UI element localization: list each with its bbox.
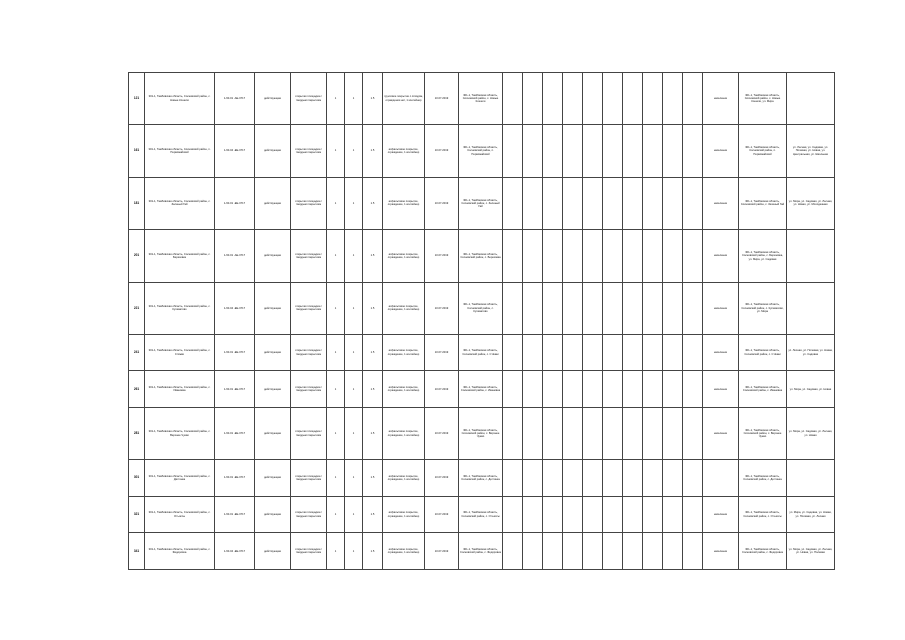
volume-cell: 1.5 xyxy=(363,533,383,570)
empty-cell xyxy=(683,125,703,177)
surface-cell: асфальтовое покрытие, ограждение, 1 контейнер xyxy=(383,533,425,570)
empty-cell xyxy=(583,73,603,125)
type-cell: открытая площадка с твердым покрытием xyxy=(291,125,327,177)
empty-cell xyxy=(523,533,543,570)
empty-cell xyxy=(603,177,623,229)
address-cell: 301-1, Тамбовская область, Сосновский район, с. Новые Кошели xyxy=(145,73,215,125)
empty-cell xyxy=(543,407,563,459)
empty-cell xyxy=(523,125,543,177)
empty-cell xyxy=(683,533,703,570)
empty-cell xyxy=(663,73,683,125)
volume-cell: 1.5 xyxy=(363,334,383,371)
surface-cell: асфальтовое покрытие, ограждение, 1 контейнер xyxy=(383,230,425,282)
empty-cell xyxy=(563,73,583,125)
count-cell: 1 xyxy=(327,460,345,497)
empty-cell xyxy=(603,496,623,533)
date-cell: 10.07.2019 xyxy=(425,73,459,125)
count-cell: 1 xyxy=(327,533,345,570)
empty-cell xyxy=(583,334,603,371)
objects-list-cell: ул. Мира, ул. Садовая, ул. Новая, ул. Полевая, ул. Лесная xyxy=(787,496,835,533)
address-cell: 301-1, Тамбовская область, Сосновский район, с. Кулеватово xyxy=(145,282,215,334)
address-cell: 301-1, Тамбовская область, Сосновский район, с. Ивановка xyxy=(145,371,215,408)
surface-cell: асфальтовое покрытие, ограждение, 1 контейнер xyxy=(383,125,425,177)
empty-cell xyxy=(503,460,523,497)
empty-cell xyxy=(503,282,523,334)
objects-cell: 301-1, Тамбовская область, Сосновский район, с. Кулеватово, ул. Мира xyxy=(739,282,787,334)
empty-cell xyxy=(623,407,643,459)
row-number: 281 xyxy=(129,407,145,459)
empty-cell xyxy=(643,177,663,229)
category-cell: население xyxy=(703,282,739,334)
empty-cell xyxy=(623,460,643,497)
surface-cell: асфальтовое покрытие, ограждение, 1 контейнер xyxy=(383,460,425,497)
empty-cell xyxy=(503,177,523,229)
empty-cell xyxy=(543,125,563,177)
empty-cell xyxy=(523,407,543,459)
row-number: 301 xyxy=(129,460,145,497)
status-cell: действующая xyxy=(255,334,291,371)
empty-cell xyxy=(523,177,543,229)
status-cell: действующая xyxy=(255,407,291,459)
type-cell: открытая площадка с твердым покрытием xyxy=(291,371,327,408)
address-cell: 301-1, Тамбовская область, Сосновский район, с. Дегтянка xyxy=(145,460,215,497)
category-cell: население xyxy=(703,230,739,282)
empty-cell xyxy=(563,177,583,229)
empty-cell xyxy=(623,371,643,408)
status-cell: действующая xyxy=(255,533,291,570)
objects-list-cell: ул. Мира, ул. Садовая, ул. Лесная, ул. Новая xyxy=(787,407,835,459)
type-cell: открытая площадка с твердым покрытием xyxy=(291,496,327,533)
empty-cell xyxy=(643,371,663,408)
objects-list-cell: ул. Лесная, ул. Садовая, ул. Полевая, ул. Новая, ул. Центральная, ул. Школьная xyxy=(787,125,835,177)
empty-cell xyxy=(543,73,563,125)
address-cell: 301-1, Тамбовская область, Сосновский район, с. Стёжки xyxy=(145,334,215,371)
count-cell: 1 xyxy=(345,496,363,533)
count-cell: 1 xyxy=(345,282,363,334)
count-cell: 1 xyxy=(327,334,345,371)
code-cell: 1-60-01 -ЕЕ-0717 xyxy=(215,407,255,459)
status-cell: действующая xyxy=(255,496,291,533)
empty-cell xyxy=(563,407,583,459)
objects-cell: 301-1, Тамбовская область, Сосновский район, с. Новые Кошели, ул. Мира xyxy=(739,73,787,125)
objects-list-cell xyxy=(787,230,835,282)
empty-cell xyxy=(643,230,663,282)
code-cell: 1-60-04 -ЕЕ-0717 xyxy=(215,125,255,177)
empty-cell xyxy=(683,282,703,334)
owner-cell: 301-1, Тамбовская область, Сосновский район, с. Ивановка xyxy=(459,371,503,408)
status-cell: действующая xyxy=(255,371,291,408)
empty-cell xyxy=(643,73,663,125)
objects-cell: 301-1, Тамбовская область, Сосновский район, с. Дегтянка xyxy=(739,460,787,497)
empty-cell xyxy=(623,282,643,334)
empty-cell xyxy=(543,282,563,334)
document-table xyxy=(128,72,835,570)
empty-cell xyxy=(523,371,543,408)
objects-cell: 301-1, Тамбовская область, Сосновский район, с. Зеленый Гай xyxy=(739,177,787,229)
table-row xyxy=(129,496,835,533)
surface-cell: асфальтовое покрытие, ограждение, 1 контейнер xyxy=(383,177,425,229)
volume-cell: 1.5 xyxy=(363,407,383,459)
owner-cell: 301-1, Тамбовская область, Сосновский район, с. Дегтянка xyxy=(459,460,503,497)
empty-cell xyxy=(623,177,643,229)
objects-list-cell: ул. Мира, ул. Садовая, ул. Лесная, ул. Новая, ул. Полевая xyxy=(787,533,835,570)
surface-cell: асфальтовое покрытие, ограждение, 1 контейнер xyxy=(383,334,425,371)
empty-cell xyxy=(503,496,523,533)
owner-cell: 301-1, Тамбовская область, Сосновский район, с. Стёжки xyxy=(459,334,503,371)
objects-list-cell: ул. Лесная, ул. Полевая, ул. Новая, ул. Садовая xyxy=(787,334,835,371)
empty-cell xyxy=(603,371,623,408)
empty-cell xyxy=(623,230,643,282)
empty-cell xyxy=(583,371,603,408)
count-cell: 1 xyxy=(345,460,363,497)
empty-cell xyxy=(563,334,583,371)
owner-cell: 301-1, Тамбовская область, Сосновский район, с. Березовка xyxy=(459,230,503,282)
surface-cell: грунтовое покрытие с отводом, ограждения нет, 1 контейнер xyxy=(383,73,425,125)
row-number: 161 xyxy=(129,125,145,177)
empty-cell xyxy=(643,496,663,533)
empty-cell xyxy=(523,460,543,497)
volume-cell: 1.5 xyxy=(363,125,383,177)
status-cell: действующая xyxy=(255,460,291,497)
category-cell: население xyxy=(703,371,739,408)
empty-cell xyxy=(643,460,663,497)
empty-cell xyxy=(583,460,603,497)
empty-cell xyxy=(643,407,663,459)
empty-cell xyxy=(543,177,563,229)
objects-cell: 301-1, Тамбовская область, Сосновский район, с. Верхнее Чуево xyxy=(739,407,787,459)
empty-cell xyxy=(683,73,703,125)
count-cell: 1 xyxy=(345,73,363,125)
empty-cell xyxy=(623,125,643,177)
empty-cell xyxy=(623,496,643,533)
empty-cell xyxy=(543,334,563,371)
owner-cell: 301-1, Тамбовская область, Сосновский район, п. Первомайский xyxy=(459,125,503,177)
code-cell: 1-60-01 -ЕЕ-0717 xyxy=(215,460,255,497)
row-number: 201 xyxy=(129,230,145,282)
count-cell: 1 xyxy=(345,407,363,459)
type-cell: открытая площадка с твердым покрытием xyxy=(291,407,327,459)
category-cell: население xyxy=(703,73,739,125)
empty-cell xyxy=(683,371,703,408)
code-cell: 1-60-01 -АЕ-0717 xyxy=(215,73,255,125)
empty-cell xyxy=(563,460,583,497)
volume-cell: 1.5 xyxy=(363,496,383,533)
table-row xyxy=(129,282,835,334)
empty-cell xyxy=(503,334,523,371)
type-cell: открытая площадка с твердым покрытием xyxy=(291,230,327,282)
status-cell: действующая xyxy=(255,177,291,229)
empty-cell xyxy=(683,334,703,371)
empty-cell xyxy=(503,73,523,125)
empty-cell xyxy=(663,334,683,371)
table-row xyxy=(129,177,835,229)
empty-cell xyxy=(563,371,583,408)
empty-cell xyxy=(523,282,543,334)
volume-cell: 1.5 xyxy=(363,230,383,282)
table-row xyxy=(129,407,835,459)
row-number: 121 xyxy=(129,73,145,125)
volume-cell: 1.5 xyxy=(363,371,383,408)
empty-cell xyxy=(523,496,543,533)
empty-cell xyxy=(543,496,563,533)
empty-cell xyxy=(523,334,543,371)
category-cell: население xyxy=(703,496,739,533)
date-cell: 10.07.2019 xyxy=(425,496,459,533)
empty-cell xyxy=(583,230,603,282)
owner-cell: 301-1, Тамбовская область, Сосновский район, с. Новые Кошели xyxy=(459,73,503,125)
objects-list-cell xyxy=(787,460,835,497)
empty-cell xyxy=(543,533,563,570)
address-cell: 301-1, Тамбовская область, Сосновский район, п. Первомайский xyxy=(145,125,215,177)
empty-cell xyxy=(603,407,623,459)
status-cell: действующая xyxy=(255,73,291,125)
objects-cell: 301-1, Тамбовская область, Сосновский район, с. Стёжки xyxy=(739,334,787,371)
empty-cell xyxy=(583,177,603,229)
empty-cell xyxy=(583,282,603,334)
table-row xyxy=(129,230,835,282)
surface-cell: асфальтовое покрытие, ограждение, 1 контейнер xyxy=(383,371,425,408)
type-cell: открытая площадка с твердым покрытием xyxy=(291,73,327,125)
empty-cell xyxy=(603,334,623,371)
count-cell: 1 xyxy=(327,407,345,459)
volume-cell: 1.5 xyxy=(363,282,383,334)
table-row xyxy=(129,371,835,408)
empty-cell xyxy=(663,407,683,459)
table-row xyxy=(129,125,835,177)
empty-cell xyxy=(663,460,683,497)
row-number: 321 xyxy=(129,496,145,533)
empty-cell xyxy=(543,371,563,408)
category-cell: население xyxy=(703,533,739,570)
address-cell: 301-1, Тамбовская область, Сосновский район, с. Зеленый Гай xyxy=(145,177,215,229)
empty-cell xyxy=(663,533,683,570)
count-cell: 1 xyxy=(327,496,345,533)
category-cell: население xyxy=(703,125,739,177)
empty-cell xyxy=(643,282,663,334)
owner-cell: 301-1, Тамбовская область, Сосновский район, с. Верхнее Чуево xyxy=(459,407,503,459)
date-cell: 10.07.2019 xyxy=(425,460,459,497)
date-cell: 10.07.2019 xyxy=(425,533,459,570)
count-cell: 1 xyxy=(327,371,345,408)
category-cell: население xyxy=(703,334,739,371)
empty-cell xyxy=(603,533,623,570)
objects-list-cell: ул. Мира, ул. Садовая, ул. Новая xyxy=(787,371,835,408)
address-cell: 301-1, Тамбовская область, Сосновский район, с. Федоровка xyxy=(145,533,215,570)
empty-cell xyxy=(563,125,583,177)
address-cell: 301-1, Тамбовская область, Сосновский район, с. Верхнее Чуево xyxy=(145,407,215,459)
empty-cell xyxy=(563,496,583,533)
type-cell: открытая площадка с твердым покрытием xyxy=(291,282,327,334)
empty-cell xyxy=(583,125,603,177)
type-cell: открытая площадка с твердым покрытием xyxy=(291,177,327,229)
empty-cell xyxy=(643,334,663,371)
objects-cell: 301-1, Тамбовская область, Сосновский район, с. Березовка, ул. Мира, ул. Садовая xyxy=(739,230,787,282)
empty-cell xyxy=(523,73,543,125)
owner-cell: 301-1, Тамбовская область, Сосновский район, с. Зеленый Гай xyxy=(459,177,503,229)
type-cell: открытая площадка с твердым покрытием xyxy=(291,533,327,570)
surface-cell: асфальтовое покрытие, ограждение, 1 контейнер xyxy=(383,282,425,334)
empty-cell xyxy=(663,282,683,334)
code-cell: 1-60-04 -ЕЕ-0717 xyxy=(215,533,255,570)
empty-cell xyxy=(683,496,703,533)
empty-cell xyxy=(603,125,623,177)
empty-cell xyxy=(663,496,683,533)
empty-cell xyxy=(663,177,683,229)
date-cell: 10.07.2019 xyxy=(425,177,459,229)
empty-cell xyxy=(623,73,643,125)
empty-cell xyxy=(563,282,583,334)
count-cell: 1 xyxy=(327,125,345,177)
category-cell: население xyxy=(703,407,739,459)
date-cell: 10.07.2019 xyxy=(425,407,459,459)
empty-cell xyxy=(683,407,703,459)
empty-cell xyxy=(603,73,623,125)
objects-cell: 301-1, Тамбовская область, Сосновский район, п. Первомайский xyxy=(739,125,787,177)
row-number: 341 xyxy=(129,533,145,570)
empty-cell xyxy=(503,533,523,570)
address-cell: 301-1, Тамбовская область, Сосновский район, с. Отъяссы xyxy=(145,496,215,533)
empty-cell xyxy=(603,230,623,282)
objects-list-cell: ул. Мира, ул. Садовая, ул. Лесная, ул. Новая, ул. Молодежная xyxy=(787,177,835,229)
surface-cell: асфальтовое покрытие, ограждение, 1 контейнер xyxy=(383,407,425,459)
surface-cell: асфальтовое покрытие, ограждение, 1 контейнер xyxy=(383,496,425,533)
empty-cell xyxy=(663,371,683,408)
volume-cell: 1.5 xyxy=(363,73,383,125)
empty-cell xyxy=(583,496,603,533)
table-row xyxy=(129,533,835,570)
empty-cell xyxy=(683,177,703,229)
row-number: 221 xyxy=(129,282,145,334)
status-cell: действующая xyxy=(255,230,291,282)
empty-cell xyxy=(523,230,543,282)
date-cell: 10.07.2019 xyxy=(425,125,459,177)
count-cell: 1 xyxy=(327,73,345,125)
code-cell: 1-60-01 -ЕЕ-0717 xyxy=(215,334,255,371)
count-cell: 1 xyxy=(345,230,363,282)
row-number: 181 xyxy=(129,177,145,229)
empty-cell xyxy=(503,230,523,282)
count-cell: 1 xyxy=(345,177,363,229)
status-cell: действующая xyxy=(255,282,291,334)
empty-cell xyxy=(683,230,703,282)
empty-cell xyxy=(623,334,643,371)
volume-cell: 1.5 xyxy=(363,177,383,229)
empty-cell xyxy=(503,125,523,177)
empty-cell xyxy=(603,282,623,334)
objects-list-cell xyxy=(787,282,835,334)
table-body xyxy=(129,73,835,570)
code-cell: 1-60-04 -ЕЕ-0717 xyxy=(215,282,255,334)
count-cell: 1 xyxy=(327,282,345,334)
table-row xyxy=(129,460,835,497)
count-cell: 1 xyxy=(345,533,363,570)
code-cell: 1-60-01 -ЕЕ-0717 xyxy=(215,496,255,533)
objects-cell: 301-1, Тамбовская область, Сосновский район, с. Ивановка xyxy=(739,371,787,408)
address-cell: 301-1, Тамбовская область, Сосновский район, с. Березовка xyxy=(145,230,215,282)
table-row xyxy=(129,334,835,371)
type-cell: открытая площадка с твердым покрытием xyxy=(291,460,327,497)
empty-cell xyxy=(643,125,663,177)
empty-cell xyxy=(623,533,643,570)
date-cell: 10.07.2019 xyxy=(425,334,459,371)
owner-cell: 301-1, Тамбовская область, Сосновский район, с. Кулеватово xyxy=(459,282,503,334)
empty-cell xyxy=(683,460,703,497)
date-cell: 10.07.2019 xyxy=(425,282,459,334)
empty-cell xyxy=(583,407,603,459)
empty-cell xyxy=(583,533,603,570)
status-cell: действующая xyxy=(255,125,291,177)
table-row xyxy=(129,73,835,125)
empty-cell xyxy=(603,460,623,497)
category-cell xyxy=(703,460,739,497)
empty-cell xyxy=(663,125,683,177)
type-cell: открытая площадка с твердым покрытием xyxy=(291,334,327,371)
category-cell: население xyxy=(703,177,739,229)
owner-cell: 301-1, Тамбовская область, Сосновский район, с. Федоровка xyxy=(459,533,503,570)
code-cell: 1-60-01 -ЕЕ-0717 xyxy=(215,371,255,408)
empty-cell xyxy=(643,533,663,570)
empty-cell xyxy=(663,230,683,282)
date-cell: 10.07.2019 xyxy=(425,230,459,282)
row-number: 261 xyxy=(129,371,145,408)
date-cell: 10.07.2019 xyxy=(425,371,459,408)
owner-cell: 301-1, Тамбовская область, Сосновский район, с. Отъяссы xyxy=(459,496,503,533)
row-number: 241 xyxy=(129,334,145,371)
code-cell: 1-60-01 -АЕ-0717 xyxy=(215,230,255,282)
empty-cell xyxy=(543,460,563,497)
empty-cell xyxy=(503,407,523,459)
code-cell: 1-60-01 -ЕЕ-0717 xyxy=(215,177,255,229)
count-cell: 1 xyxy=(345,334,363,371)
objects-cell: 301-1, Тамбовская область, Сосновский район, с. Федоровка xyxy=(739,533,787,570)
empty-cell xyxy=(543,230,563,282)
count-cell: 1 xyxy=(327,177,345,229)
count-cell: 1 xyxy=(345,125,363,177)
empty-cell xyxy=(563,230,583,282)
count-cell: 1 xyxy=(345,371,363,408)
count-cell: 1 xyxy=(327,230,345,282)
objects-list-cell xyxy=(787,73,835,125)
volume-cell: 1.5 xyxy=(363,460,383,497)
empty-cell xyxy=(503,371,523,408)
empty-cell xyxy=(563,533,583,570)
objects-cell: 301-1, Тамбовская область, Сосновский район, с. Отъяссы xyxy=(739,496,787,533)
